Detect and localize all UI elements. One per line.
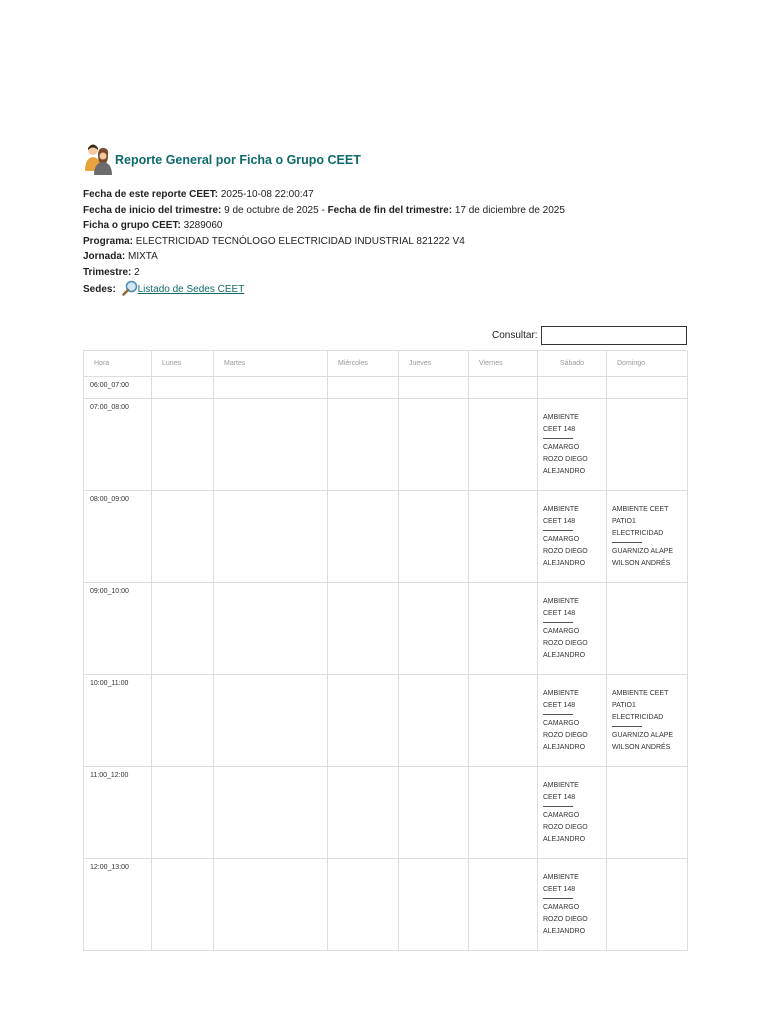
instructor-line: WILSON ANDRÉS xyxy=(612,559,671,567)
ambiente-line: CEET 148 xyxy=(543,793,576,801)
schedule-cell xyxy=(399,399,469,491)
instructor-line: ALEJANDRO xyxy=(543,927,586,935)
class-entry xyxy=(538,504,606,570)
schedule-cell xyxy=(214,675,328,767)
schedule-cell xyxy=(214,859,328,951)
programa-row xyxy=(83,234,565,250)
instructor-line: ROZO DIEGO xyxy=(543,455,588,463)
instructor-line: ROZO DIEGO xyxy=(543,547,588,555)
fecha-reporte-label: Fecha de este reporte CEET: xyxy=(83,189,219,200)
page-title: Reporte General por Ficha o Grupo CEET xyxy=(115,153,361,167)
ambiente-line: CEET 148 xyxy=(543,425,576,433)
search-label: Consultar: xyxy=(492,330,538,341)
instructor-line: WILSON ANDRÉS xyxy=(612,743,671,751)
schedule-cell-domingo xyxy=(607,399,688,491)
trimestre-value: 2 xyxy=(134,266,140,278)
header-hora[interactable]: Hora xyxy=(84,351,152,377)
sedes-link[interactable]: Listado de Sedes CEET xyxy=(137,284,245,295)
trimestre-row xyxy=(83,265,565,281)
ambiente-line: AMBIENTE xyxy=(543,505,579,513)
schedule-cell-sabado xyxy=(538,675,607,767)
schedule-cell xyxy=(469,767,538,859)
schedule-cell xyxy=(328,399,399,491)
ficha-value: 3289060 xyxy=(183,220,223,231)
fecha-inicio-value: 9 de octubre de 2025 - xyxy=(224,204,325,216)
jornada-value: MIXTA xyxy=(128,251,158,262)
jornada-label: Jornada: xyxy=(83,251,126,262)
schedule-cell-domingo xyxy=(607,767,688,859)
header-miercoles[interactable]: Miércoles xyxy=(328,351,399,377)
schedule-cell-sabado xyxy=(538,767,607,859)
table-row xyxy=(84,767,688,859)
schedule-cell-domingo xyxy=(607,583,688,675)
class-entry xyxy=(607,504,687,570)
instructor-line: CAMARGO xyxy=(543,627,580,635)
class-entry xyxy=(538,412,606,478)
table-row xyxy=(84,399,688,491)
schedule-cell xyxy=(469,377,538,399)
ambiente-line: AMBIENTE xyxy=(543,873,579,881)
instructor-line: CAMARGO xyxy=(543,719,580,727)
magnifier-icon[interactable] xyxy=(122,280,138,296)
separator xyxy=(543,622,573,623)
instructor-line: ALEJANDRO xyxy=(543,651,586,659)
schedule-body xyxy=(84,377,688,951)
schedule-cell xyxy=(328,767,399,859)
schedule-cell xyxy=(328,675,399,767)
hora-cell: 07:00_08:00 xyxy=(84,399,152,491)
table-header-row xyxy=(84,351,688,377)
separator xyxy=(543,714,573,715)
schedule-cell xyxy=(152,859,214,951)
fecha-inicio-label: Fecha de inicio del trimestre: xyxy=(83,204,222,216)
schedule-cell xyxy=(152,377,214,399)
instructor-line: ROZO DIEGO xyxy=(543,639,588,647)
sedes-label: Sedes: xyxy=(83,284,116,295)
class-entry xyxy=(538,872,606,938)
search-box xyxy=(492,326,687,345)
class-entry xyxy=(538,780,606,846)
fechas-trimestre-row xyxy=(83,203,565,219)
fecha-reporte-value: 2025-10-08 22:00:47 xyxy=(220,189,314,200)
schedule-cell xyxy=(399,491,469,583)
fecha-fin-label: Fecha de fin del trimestre: xyxy=(327,204,453,216)
instructor-line: GUARNIZO ALAPE xyxy=(612,731,674,739)
schedule-cell xyxy=(328,377,399,399)
schedule-cell xyxy=(152,491,214,583)
schedule-cell-domingo xyxy=(607,377,688,399)
schedule-cell xyxy=(399,767,469,859)
table-row xyxy=(84,675,688,767)
schedule-cell xyxy=(469,675,538,767)
hora-cell: 08:00_09:00 xyxy=(84,491,152,583)
schedule-cell xyxy=(399,859,469,951)
ambiente-line: CEET 148 xyxy=(543,701,576,709)
ficha-label: Ficha o grupo CEET: xyxy=(83,220,181,231)
hora-cell: 06:00_07:00 xyxy=(84,377,152,399)
schedule-cell xyxy=(469,491,538,583)
schedule-cell-domingo xyxy=(607,491,688,583)
schedule-cell-sabado xyxy=(538,377,607,399)
people-icon xyxy=(83,141,113,180)
instructor-line: ALEJANDRO xyxy=(543,467,586,475)
hora-cell: 09:00_10:00 xyxy=(84,583,152,675)
instructor-line: ROZO DIEGO xyxy=(543,915,588,923)
instructor-line: ALEJANDRO xyxy=(543,743,586,751)
header-lunes[interactable]: Lunes xyxy=(152,351,214,377)
schedule-cell xyxy=(399,675,469,767)
table-row xyxy=(84,583,688,675)
separator xyxy=(543,898,573,899)
sedes-row xyxy=(83,280,565,298)
ambiente-line: AMBIENTE xyxy=(543,413,579,421)
separator xyxy=(543,806,573,807)
search-input[interactable] xyxy=(541,326,687,345)
instructor-line: GUARNIZO ALAPE xyxy=(612,547,674,555)
programa-value: ELECTRICIDAD TECNÓLOGO ELECTRICIDAD INDUSTRIAL 821222 V4 xyxy=(135,235,465,247)
schedule-cell xyxy=(152,767,214,859)
ambiente-line: CEET 148 xyxy=(543,609,576,617)
class-entry xyxy=(538,688,606,754)
schedule-cell xyxy=(214,583,328,675)
schedule-cell xyxy=(328,491,399,583)
class-entry xyxy=(607,688,687,754)
header-sabado[interactable]: Sábado xyxy=(538,351,607,377)
schedule-cell xyxy=(214,399,328,491)
class-entry xyxy=(538,596,606,662)
instructor-line: ROZO DIEGO xyxy=(543,731,588,739)
schedule-cell-sabado xyxy=(538,491,607,583)
ambiente-line: AMBIENTE CEET xyxy=(612,689,669,697)
header-viernes[interactable]: Viernes xyxy=(469,351,538,377)
schedule-cell xyxy=(214,491,328,583)
ambiente-line: PATIO1 xyxy=(612,701,636,709)
header-domingo[interactable]: Domingo xyxy=(607,351,688,377)
ambiente-line: PATIO1 xyxy=(612,517,636,525)
schedule-cell xyxy=(214,767,328,859)
schedule-cell xyxy=(469,583,538,675)
hora-cell: 11:00_12:00 xyxy=(84,767,152,859)
schedule-cell xyxy=(214,377,328,399)
separator xyxy=(543,438,573,439)
separator xyxy=(543,530,573,531)
instructor-line: CAMARGO xyxy=(543,535,580,543)
instructor-line: ALEJANDRO xyxy=(543,835,586,843)
schedule-cell xyxy=(152,675,214,767)
instructor-line: CAMARGO xyxy=(543,811,580,819)
instructor-line: ROZO DIEGO xyxy=(543,823,588,831)
schedule-cell-sabado xyxy=(538,859,607,951)
table-row xyxy=(84,491,688,583)
table-row xyxy=(84,377,688,399)
header-jueves[interactable]: Jueves xyxy=(399,351,469,377)
page-header xyxy=(83,143,361,177)
ambiente-line: ELECTRICIDAD xyxy=(612,529,664,537)
schedule-cell xyxy=(328,859,399,951)
schedule-cell xyxy=(469,859,538,951)
fecha-reporte-row xyxy=(83,187,565,203)
schedule-cell xyxy=(399,377,469,399)
schedule-cell xyxy=(469,399,538,491)
table-row xyxy=(84,859,688,951)
separator xyxy=(612,542,642,543)
ambiente-line: AMBIENTE xyxy=(543,597,579,605)
ambiente-line: AMBIENTE CEET xyxy=(612,505,669,513)
instructor-line: CAMARGO xyxy=(543,903,580,911)
header-martes[interactable]: Martes xyxy=(214,351,328,377)
schedule-cell xyxy=(328,583,399,675)
ambiente-line: ELECTRICIDAD xyxy=(612,713,664,721)
hora-cell: 10:00_11:00 xyxy=(84,675,152,767)
schedule-cell xyxy=(152,583,214,675)
ambiente-line: AMBIENTE xyxy=(543,781,579,789)
ficha-row xyxy=(83,218,565,234)
schedule-cell-sabado xyxy=(538,399,607,491)
programa-label: Programa: xyxy=(83,235,134,247)
schedule-cell-sabado xyxy=(538,583,607,675)
schedule-cell xyxy=(152,399,214,491)
instructor-line: ALEJANDRO xyxy=(543,559,586,567)
hora-cell: 12:00_13:00 xyxy=(84,859,152,951)
ambiente-line: CEET 148 xyxy=(543,885,576,893)
schedule-table xyxy=(83,350,688,951)
jornada-row xyxy=(83,249,565,265)
ambiente-line: AMBIENTE xyxy=(543,689,579,697)
trimestre-label: Trimestre: xyxy=(83,266,132,278)
ambiente-line: CEET 148 xyxy=(543,517,576,525)
schedule-cell xyxy=(399,583,469,675)
report-info xyxy=(83,187,565,298)
instructor-line: CAMARGO xyxy=(543,443,580,451)
schedule-cell-domingo xyxy=(607,675,688,767)
schedule-cell-domingo xyxy=(607,859,688,951)
separator xyxy=(612,726,642,727)
fecha-fin-value: 17 de diciembre de 2025 xyxy=(454,204,565,216)
